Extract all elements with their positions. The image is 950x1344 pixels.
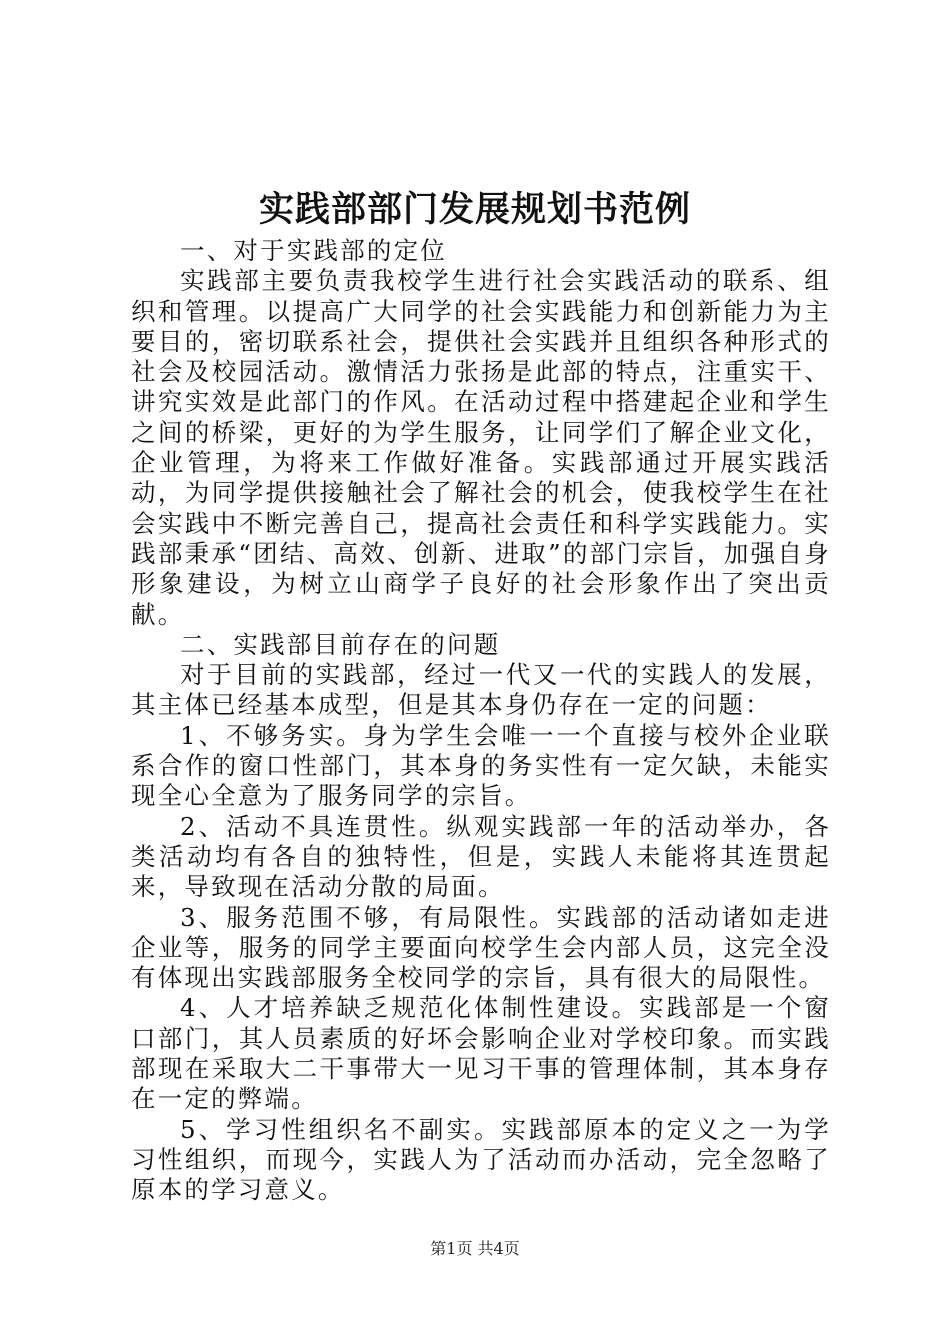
page-number-footer: 第1页 共4页: [430, 1239, 520, 1258]
paragraph-problem-3: 3、服务范围不够，有局限性。实践部的活动诸如走进企业等，服务的同学主要面向校学生会内部人员，这完全没有体现出实践部服务全校同学的宗旨，具有很大的局限性。: [131, 902, 831, 993]
paragraph-problem-1: 1、不够务实。身为学生会唯一一个直接与校外企业联系合作的窗口性部门，其本身的务实性有一定欠缺，未能实现全心全意为了服务同学的宗旨。: [131, 720, 831, 811]
paragraph-problem-5: 5、学习性组织名不副实。实践部原本的定义之一为学习性组织，而现今，实践人为了活动而办活动，完全忽略了原本的学习意义。: [131, 1114, 831, 1205]
document-title: 实践部部门发展规划书范例: [258, 189, 691, 230]
section-heading-problems: 二、实践部目前存在的问题: [180, 629, 501, 659]
paragraph-problem-2: 2、活动不具连贯性。纵观实践部一年的活动举办，各类活动均有各自的独特性，但是，实践人未能将其连贯起来，导致现在活动分散的局面。: [131, 811, 831, 902]
paragraph-problems-intro: 对于目前的实践部，经过一代又一代的实践人的发展，其主体已经基本成型，但是其本身仍存在一定的问题：: [131, 660, 831, 720]
section-heading-positioning: 一、对于实践部的定位: [180, 236, 447, 265]
paragraph-problem-4: 4、人才培养缺乏规范化体制性建设。实践部是一个窗口部门，其人员素质的好坏会影响企业对学校印象。而实践部现在采取大二干事带大一见习干事的管理体制，其本身存在一定的弊端。: [131, 993, 831, 1114]
document-body: [131, 236, 831, 1206]
paragraph-positioning: 实践部主要负责我校学生进行社会实践活动的联系、组织和管理。以提高广大同学的社会实践能力和创新能力为主要目的，密切联系社会，提供社会实践并且组织各种形式的社会及校园活动。激情活力张扬是此部的特点，注重实干、讲究实效是此部门的作风。在活动过程中搭建起企业和学生之间的桥梁，更好的为学生服务，让同学们了解企业文化，企业管理，为将来工作做好准备。实践部通过开展实践活动，为同学提供接触社会了解社会的机会，使我校学生在社会实践中不断完善自己，提高社会责任和科学实践能力。实践部秉承“团结、高效、创新、进取”的部门宗旨，加强自身形象建设，为树立山商学子良好的社会形象作出了突出贡献。: [131, 266, 831, 629]
